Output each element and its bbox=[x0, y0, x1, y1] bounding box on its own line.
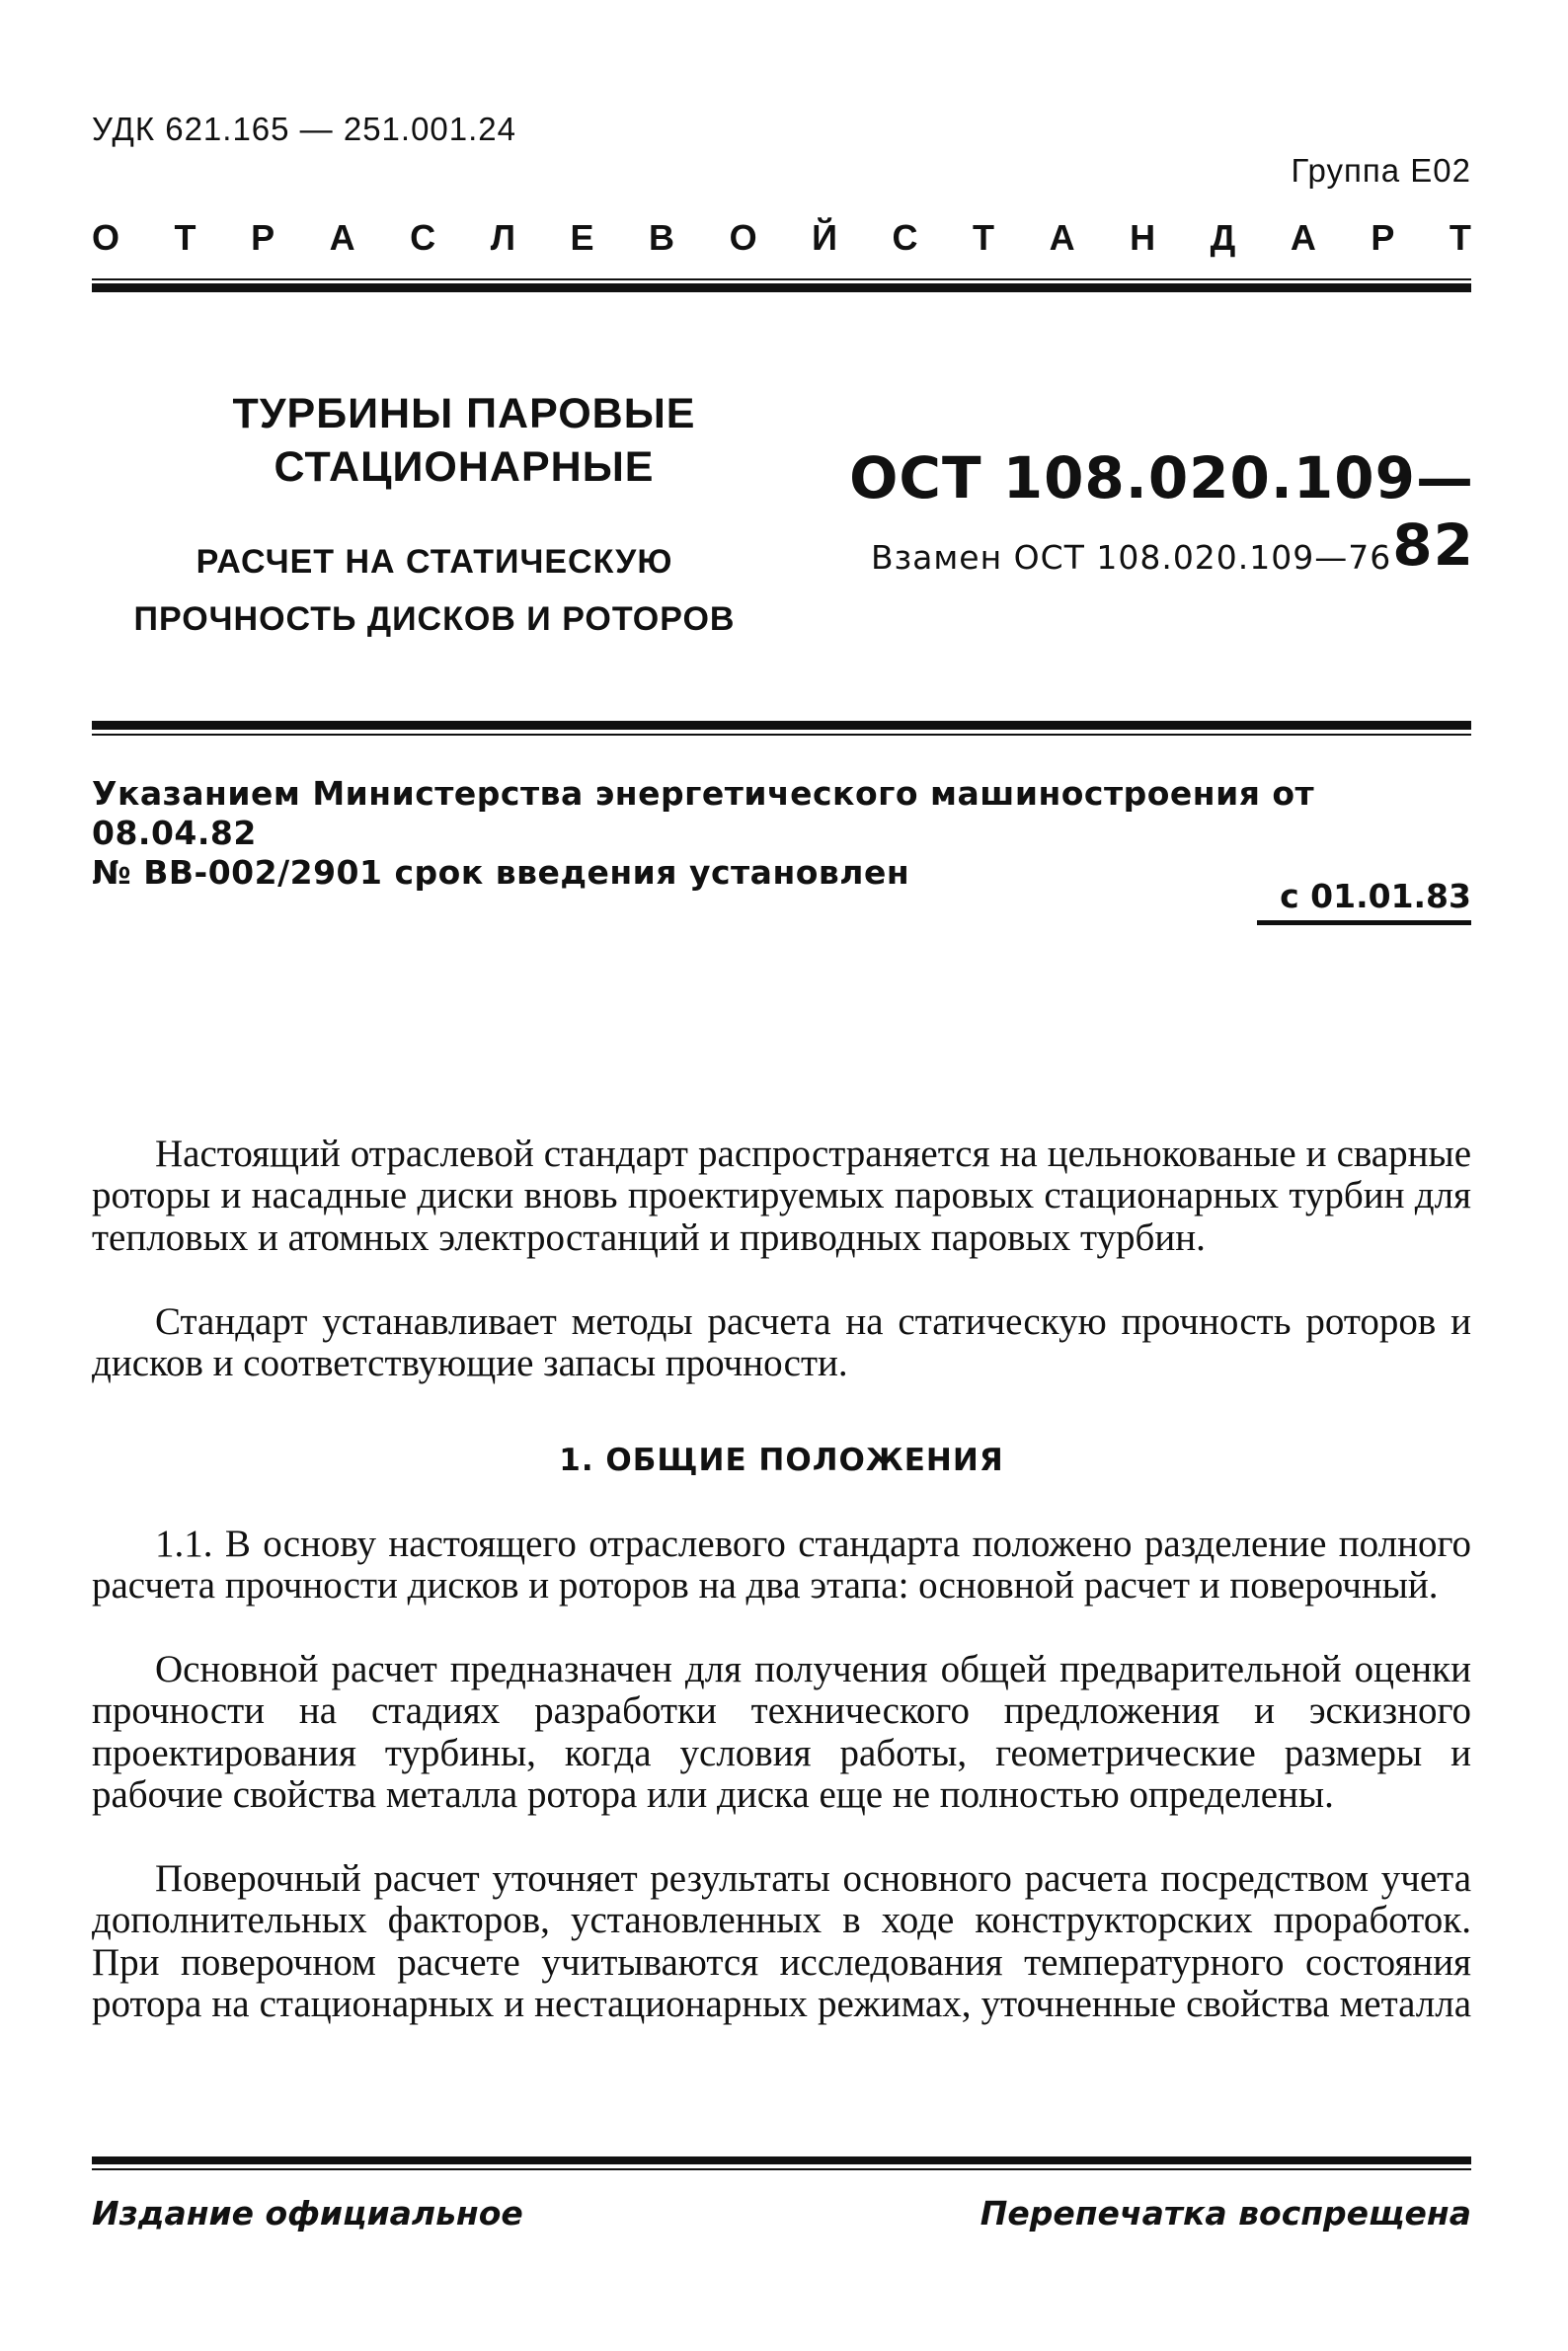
banner-letter: А bbox=[329, 217, 355, 258]
body-paragraph bbox=[92, 1301, 1471, 1385]
banner-letter: Т bbox=[174, 217, 196, 258]
udk-code: УДК 621.165 — 251.001.24 bbox=[92, 111, 517, 147]
document-title bbox=[158, 387, 770, 494]
decree-text bbox=[92, 774, 1471, 893]
date-underline bbox=[1257, 920, 1471, 925]
banner-letter: Р bbox=[251, 217, 275, 258]
official-edition-label: Издание официальное bbox=[92, 2194, 523, 2233]
banner-letter: Д bbox=[1210, 217, 1236, 258]
banner-letter: С bbox=[410, 217, 436, 258]
standard-type-banner bbox=[92, 217, 1471, 259]
banner-letter: Л bbox=[490, 217, 515, 258]
section-heading: 1. ОБЩИЕ ПОЛОЖЕНИЯ bbox=[559, 1443, 1004, 1478]
middle-rule-thin bbox=[92, 734, 1471, 736]
subtitle-line: ПРОЧНОСТЬ ДИСКОВ И РОТОРОВ bbox=[133, 600, 736, 638]
banner-letter: О bbox=[729, 217, 757, 258]
paragraph-text: Основной расчет предназначен для получения общей предварительной оценки прочности на стадиях разработки технического предложения и эскизного проектирования турбины, когда условия работы, геометрические размеры и рабочие свойства металла ротора или диска еще не полностью определены. bbox=[92, 1648, 1471, 1817]
banner-letter: Й bbox=[812, 217, 837, 258]
body-paragraph bbox=[92, 1858, 1471, 2026]
title-line: СТАЦИОНАРНЫЕ bbox=[274, 443, 655, 491]
banner-letter: Р bbox=[1371, 217, 1395, 258]
top-rule-thin bbox=[92, 278, 1471, 280]
banner-letter: Н bbox=[1130, 217, 1156, 258]
decree-line: Указанием Министерства энергетического машиностроения от 08.04.82 bbox=[92, 774, 1315, 852]
top-rule-thick bbox=[92, 283, 1471, 292]
banner-letter: А bbox=[1049, 217, 1075, 258]
paragraph-text: Стандарт устанавливает методы расчета на статическую прочность роторов и дисков и соответствующие запасы прочности. bbox=[92, 1300, 1471, 1385]
paragraph-text: 1.1. В основу настоящего отраслевого стандарта положено разделение полного расчета прочности дисков и роторов на два этапа: основной расчет и поверочный. bbox=[92, 1523, 1471, 1607]
banner-letter: Т bbox=[1449, 217, 1471, 258]
banner-letter: Т bbox=[973, 217, 995, 258]
group-code: Группа Е02 bbox=[1291, 152, 1471, 189]
banner-letter: О bbox=[92, 217, 120, 258]
subtitle-line: РАСЧЕТ НА СТАТИЧЕСКУЮ bbox=[196, 543, 673, 581]
paragraph-text: Поверочный расчет уточняет результаты основного расчета посредством учета дополнительных факторов, установленных в ходе конструкторских проработок. При поверочном расчете учитываются исследования температурного состояния ротора на стационарных и нестационарных режимах, уточненные свойства металла bbox=[92, 1857, 1471, 2026]
title-line: ТУРБИНЫ ПАРОВЫЕ bbox=[232, 390, 696, 437]
body-paragraph bbox=[92, 1524, 1471, 1607]
banner-letter: Е bbox=[570, 217, 594, 258]
bottom-rule-thin bbox=[92, 2168, 1471, 2170]
reprint-prohibited-label: Перепечатка воспрещена bbox=[980, 2194, 1471, 2233]
decree-line: № ВВ-002/2901 срок введения установлен bbox=[92, 853, 910, 892]
document-subtitle bbox=[89, 533, 780, 648]
banner-letter: А bbox=[1290, 217, 1316, 258]
introduction-date: с 01.01.83 bbox=[1280, 877, 1471, 915]
paragraph-text: Настоящий отраслевой стандарт распространяется на цельнокованые и сварные роторы и насадные диски вновь проектируемых паровых стационарных турбин для тепловых и атомных электростанций и приводных паровых турбин. bbox=[92, 1133, 1471, 1259]
standard-number: ОСТ 108.020.109—82 bbox=[849, 444, 1474, 579]
replaces-standard: Взамен ОСТ 108.020.109—76 bbox=[871, 538, 1392, 577]
bottom-rule-thick bbox=[92, 2156, 1471, 2164]
middle-rule-thick bbox=[92, 721, 1471, 730]
banner-letter: С bbox=[892, 217, 918, 258]
body-paragraph bbox=[92, 1649, 1471, 1817]
banner-letter: В bbox=[649, 217, 675, 258]
body-paragraph bbox=[92, 1134, 1471, 1259]
